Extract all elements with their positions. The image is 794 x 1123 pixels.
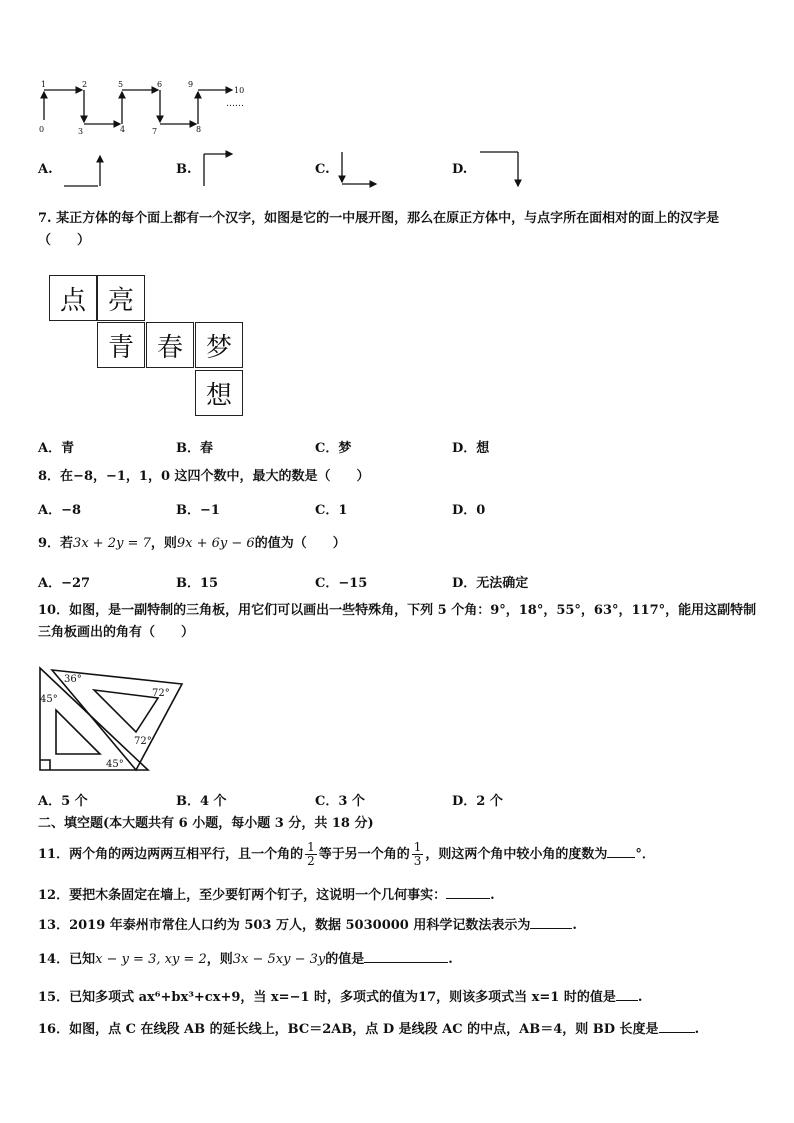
q10-option-d[interactable]: D．2 个 xyxy=(452,794,503,809)
set-square-figure xyxy=(36,664,188,776)
question-7: 7. 某正方体的每个面上都有一个汉字，如图是它的一中展开图，那么在原正方体中，与点字所在面相对的面上的汉字是（ ） xyxy=(38,211,720,248)
question-15: 15．已知多项式 ax⁶+bx³+cx+9，当 x=−1 时，多项式的值为17，则该多项式当 x=1 时的值是 . xyxy=(38,986,758,1009)
angle-label: 72° xyxy=(152,688,170,699)
q6-option-d[interactable]: D. xyxy=(452,162,468,177)
question-9: 9．若3x + 2y = 7，则9x + 6y − 6的值为（ ） xyxy=(38,536,346,551)
q8-option-c[interactable]: C．1 xyxy=(315,503,348,518)
path-label: 4 xyxy=(120,125,126,134)
net-cell: 想 xyxy=(195,370,243,416)
q9-option-a[interactable]: A．−27 xyxy=(38,576,91,591)
q10-option-c[interactable]: C．3 个 xyxy=(315,794,365,809)
net-cell: 亮 xyxy=(97,275,145,321)
net-cell: 点 xyxy=(49,275,97,321)
condition: x − y = 3, xy = 2 xyxy=(95,952,207,967)
path-label: 8 xyxy=(196,125,202,134)
path-label: 9 xyxy=(188,80,194,89)
path-label: 5 xyxy=(118,80,124,89)
answer-blank[interactable] xyxy=(530,914,572,929)
question-12: 12．要把木条固定在墙上，至少要钉两个钉子，这说明一个几何事实： . xyxy=(38,884,758,907)
path-ellipsis: …… xyxy=(226,99,244,109)
q7-option-c[interactable]: C．梦 xyxy=(315,441,352,456)
path-label: 1 xyxy=(41,80,47,89)
question-11: 11．两个角的两边两两互相平行，且一个角的 $\frac{1}{2}$ 等于另一个角的 $\frac{1}{3}$ ，则这两个角中较小角的度数为 °． xyxy=(38,840,655,868)
q7-option-d[interactable]: D．想 xyxy=(452,441,490,456)
q7-option-b[interactable]: B．春 xyxy=(176,441,213,456)
arrow-path-figure xyxy=(36,78,256,138)
q6-option-a[interactable]: A. xyxy=(38,162,53,177)
q8-option-a[interactable]: A．−8 xyxy=(38,503,82,518)
q9-option-b[interactable]: B．15 xyxy=(176,576,219,591)
answer-blank[interactable] xyxy=(607,843,635,858)
path-label: 0 xyxy=(39,125,45,134)
q6-option-c[interactable]: C. xyxy=(315,162,330,177)
q6-option-b-arrow xyxy=(198,146,248,190)
answer-blank[interactable] xyxy=(616,986,638,1001)
net-cell: 青 xyxy=(97,322,145,368)
q6-option-c-arrow xyxy=(336,146,386,190)
q10-option-a[interactable]: A．5 个 xyxy=(38,794,88,809)
q8-option-d[interactable]: D．0 xyxy=(452,503,486,518)
q6-option-b[interactable]: B. xyxy=(176,162,192,177)
expression: 3x − 5xy − 3y xyxy=(232,952,326,967)
question-16: 16．如图，点 C 在线段 AB 的延长线上，BC＝2AB，点 D 是线段 AC 的中点，AB＝4，则 BD 长度是 . xyxy=(38,1018,758,1041)
equation: 3x + 2y = 7 xyxy=(73,536,151,551)
question-13: 13．2019 年泰州市常住人口约为 503 万人，数据 5030000 用科学记数法表示为 . xyxy=(38,914,758,937)
angle-label: 72° xyxy=(134,736,152,747)
path-label: 2 xyxy=(82,80,88,89)
q6-option-d-arrow xyxy=(476,146,526,192)
q8-option-b[interactable]: B．−1 xyxy=(176,503,220,518)
path-label: 6 xyxy=(157,80,163,89)
angle-label: 45° xyxy=(106,759,124,770)
q9-option-d[interactable]: D．无法确定 xyxy=(452,576,529,591)
q10-option-b[interactable]: B．4 个 xyxy=(176,794,227,809)
q6-option-a-arrow xyxy=(60,146,110,190)
answer-blank[interactable] xyxy=(446,884,490,899)
angle-label: 45° xyxy=(40,694,58,705)
question-10: 10．如图，是一副特制的三角板，用它们可以画出一些特殊角，下列 5 个角：9°，18°，55°，63°，117°，能用这副特制三角板画出的角有（ ） xyxy=(38,603,757,640)
fraction: $\frac{1}{3}$ xyxy=(413,840,422,868)
net-cell: 梦 xyxy=(195,322,243,368)
path-label: 10 xyxy=(234,86,245,95)
path-label: 3 xyxy=(78,127,84,136)
angle-label: 36° xyxy=(64,674,82,685)
answer-blank[interactable] xyxy=(659,1018,695,1033)
fraction: $\frac{1}{2}$ xyxy=(307,840,315,868)
question-14: 14．已知x − y = 3, xy = 2，则3x − 5xy − 3y的值是 . xyxy=(38,948,758,971)
answer-blank[interactable] xyxy=(364,948,448,963)
q7-option-a[interactable]: A．青 xyxy=(38,441,75,456)
q9-option-c[interactable]: C．−15 xyxy=(315,576,368,591)
net-cell: 春 xyxy=(146,322,194,368)
question-8: 8．在−8，−1，1，0 这四个数中，最大的数是（ ） xyxy=(38,469,370,484)
expression: 9x + 6y − 6 xyxy=(176,536,255,551)
path-label: 7 xyxy=(152,127,158,136)
section-title: 二、填空题(本大题共有 6 小题，每小题 3 分，共 18 分) xyxy=(38,816,374,831)
